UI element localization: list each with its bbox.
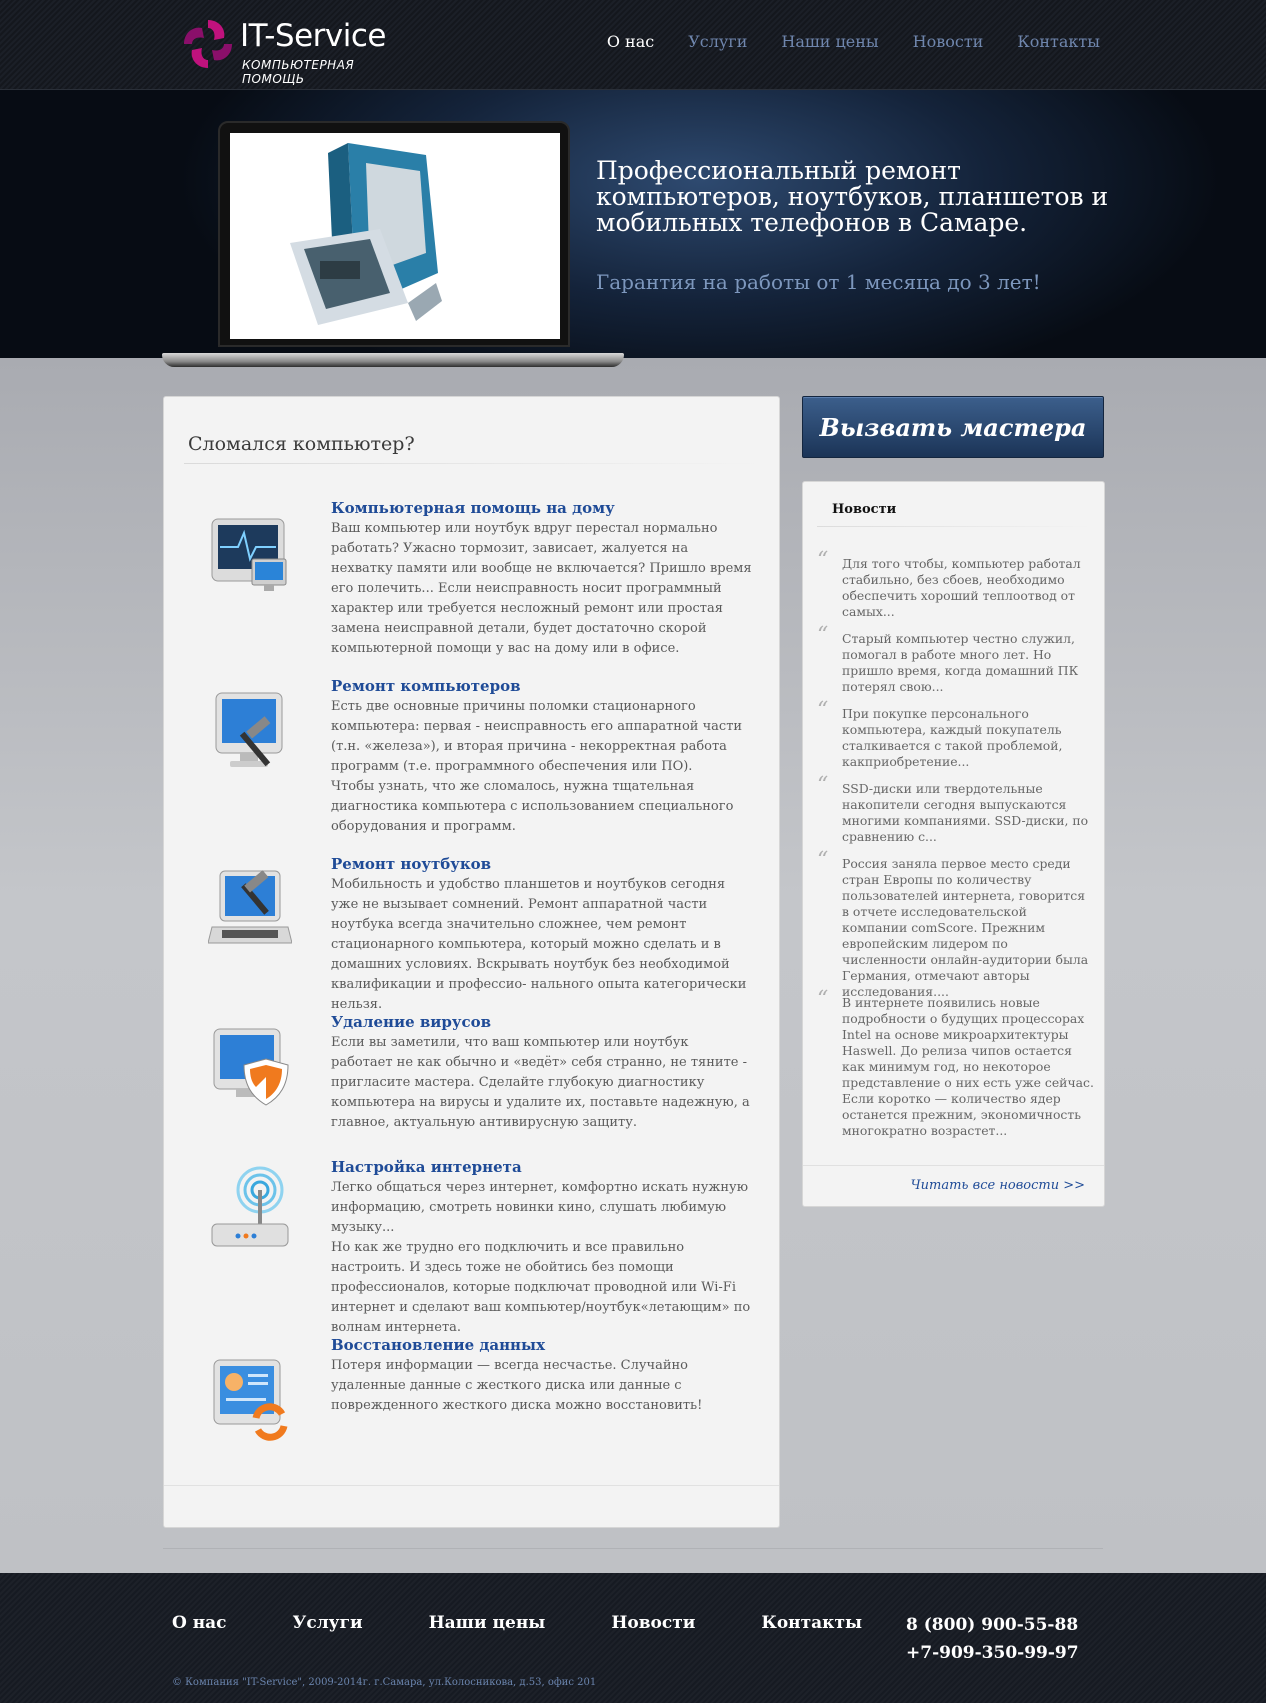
quote-icon: “: [817, 548, 829, 573]
news-item[interactable]: [817, 698, 1094, 770]
service-title[interactable]: Восстановление данных: [331, 1336, 546, 1354]
footer-nav-news[interactable]: Новости: [611, 1613, 696, 1633]
phone-primary: 8 (800) 900-55-88: [906, 1615, 1079, 1635]
nav-prices[interactable]: Наши цены: [781, 32, 879, 51]
logo-icon: [180, 16, 236, 72]
wifi-router-icon: [208, 1158, 292, 1258]
antivirus-shield-icon: [208, 1025, 292, 1109]
news-text: При покупке персонального компьютера, каждый покупатель сталкивается с такой проблемой, какприобретение...: [842, 706, 1063, 769]
news-text: Россия заняла первое место среди стран Европы по количеству пользователей интернета, говорится в отчете исследовательской компании comScore. Прежним европейским лидером по численности онлайн-аудитории была Германия, отмечают авторы исследования....: [842, 856, 1089, 999]
logo-subtitle: КОМПЬЮТЕРНАЯ ПОМОЩЬ: [242, 58, 355, 86]
nav-contacts[interactable]: Контакты: [1017, 32, 1100, 51]
quote-icon: “: [817, 623, 829, 648]
footer-nav-services[interactable]: Услуги: [292, 1613, 363, 1633]
quote-icon: “: [817, 848, 829, 873]
quote-icon: “: [817, 698, 829, 723]
quote-icon: “: [817, 987, 829, 1012]
logo-title: IT-Service: [240, 18, 386, 54]
phone-secondary: +7-909-350-99-97: [906, 1643, 1079, 1663]
monitor-diagnostics-icon: [208, 511, 292, 595]
service-title[interactable]: Ремонт компьютеров: [331, 677, 521, 695]
service-text: Мобильность и удобство планшетов и ноутбуков сегодня уже не вызывает сомнений. Ремонт аппаратной части ноутбука всегда значительно сложнее, чем ремонт стационарного компьютера, который можно сделать и в домашних условиях. Вскрывать ноутбук без необходимой квалификации и профессио- нального опыта категорически нельзя.: [331, 877, 747, 1012]
service-title[interactable]: Настройка интернета: [331, 1158, 522, 1176]
news-panel: [802, 481, 1105, 1207]
service-title[interactable]: Ремонт ноутбуков: [331, 855, 492, 873]
contact-phones: [906, 1611, 1079, 1667]
logo[interactable]: [180, 16, 410, 86]
hero-subtitle: Гарантия на работы от 1 месяца до 3 лет!: [596, 270, 1041, 294]
service-title[interactable]: Удаление вирусов: [331, 1013, 492, 1031]
computer-repair-icon: [208, 689, 292, 773]
service-text: Потеря информации — всегда несчастье. Случайно удаленные данные с жесткого диска или данные с поврежденного жесткого диска можно восстановить!: [331, 1358, 703, 1413]
news-heading-divider: [817, 526, 1092, 527]
footer-nav-contacts[interactable]: Контакты: [761, 1613, 863, 1633]
nav-about[interactable]: О нас: [606, 32, 655, 51]
news-item[interactable]: [817, 773, 1094, 845]
service-text: Легко общаться через интернет, комфортно искать нужную информацию, смотреть новинки кино, слушать любимую музыку... Но как же трудно его подключить и все правильно настроить. И здесь тоже не обойтись без помощи профессионалов, которые подключат проводной или Wi-Fi интернет и сделают ваш компьютер/ноутбук«летающим» по волнам интернета.: [331, 1180, 751, 1335]
service-text: Есть две основные причины поломки стационарного компьютера: первая - неисправность его аппаратной части (т.н. «железа»), и вторая причина - некорректная работа программ (т.е. программного обеспечения или ПО). Чтобы узнать, что же сломалось, нужна тщательная диагностика компьютера с использованием специального оборудования и программ.: [331, 699, 743, 834]
footer-nav-about[interactable]: О нас: [172, 1613, 227, 1633]
nav-services[interactable]: Услуги: [688, 32, 748, 51]
call-master-button[interactable]: Вызвать мастера: [802, 396, 1104, 458]
data-recovery-icon: [208, 1348, 292, 1448]
panel-footer-divider: [164, 1485, 779, 1486]
copyright: © Компания "IT-Service", 2009-2014г. г.Самара, ул.Колосникова, д.53, офис 201: [172, 1677, 597, 1688]
read-all-news-link[interactable]: Читать все новости >>: [910, 1178, 1085, 1193]
news-text: В интернете появились новые подробности о будущих процессорах Intel на основе микроархитектуры Haswell. До релиза чипов остается как минимум год, но некоторое представление о них есть уже сейчас. Если коротко — количество ядер останется прежним, экономичность многократно возрастет...: [842, 995, 1094, 1138]
laptop-display: [230, 133, 560, 339]
service-text: Если вы заметили, что ваш компьютер или ноутбук работает не как обычно и «ведёт» себя странно, не тяните - пригласите мастера. Сделайте глубокую диагностику компьютера на вирусы и удалите их, поставьте надежную, а главное, актуальную антивирусную защиту.: [331, 1035, 750, 1130]
news-text: Для того чтобы, компьютер работал стабильно, без сбоев, необходимо обеспечить хороший теплоотвод от самых...: [842, 556, 1081, 619]
news-heading: Новости: [832, 502, 897, 517]
news-item[interactable]: [817, 848, 1094, 1000]
heading-divider: [184, 463, 761, 464]
footer: [0, 1573, 1266, 1703]
news-footer-divider: [803, 1165, 1104, 1166]
services-panel: [163, 396, 780, 1528]
news-item[interactable]: [817, 987, 1094, 1139]
computer-case-icon: [230, 133, 560, 339]
footer-separator: [163, 1548, 1103, 1549]
laptop-base: [162, 353, 624, 367]
laptop-repair-icon: [208, 867, 292, 951]
main-nav: [607, 32, 1100, 51]
news-text: Старый компьютер честно служил, помогал в работе много лет. Но пришло время, когда домашний ПК потерял свою...: [842, 631, 1079, 694]
services-heading: Сломался компьютер?: [188, 433, 415, 455]
hero-title: Профессиональный ремонт компьютеров, ноутбуков, планшетов и мобильных телефонов в Самаре.: [596, 156, 1109, 237]
nav-news[interactable]: Новости: [912, 32, 984, 51]
hero-laptop: [218, 121, 570, 347]
news-text: SSD-диски или твердотельные накопители сегодня выпускаются многими компаниями. SSD-диски, по сравнению с...: [842, 781, 1089, 844]
service-title[interactable]: Компьютерная помощь на дому: [331, 499, 615, 517]
news-item[interactable]: [817, 623, 1094, 695]
quote-icon: “: [817, 773, 829, 798]
news-item[interactable]: [817, 548, 1094, 620]
service-text: Ваш компьютер или ноутбук вдруг перестал нормально работать? Ужасно тормозит, зависает, жалуется на нехватку памяти или вообще не включается? Пришло время его полечить... Если неисправность носит программный характер или требуется несложный ремонт или простая замена неисправной детали, будет достаточно скорой компьютерной помощи у вас на дому или в офисе.: [331, 521, 752, 656]
footer-nav: [172, 1613, 928, 1633]
footer-nav-prices[interactable]: Наши цены: [428, 1613, 546, 1633]
header: [0, 0, 1266, 90]
